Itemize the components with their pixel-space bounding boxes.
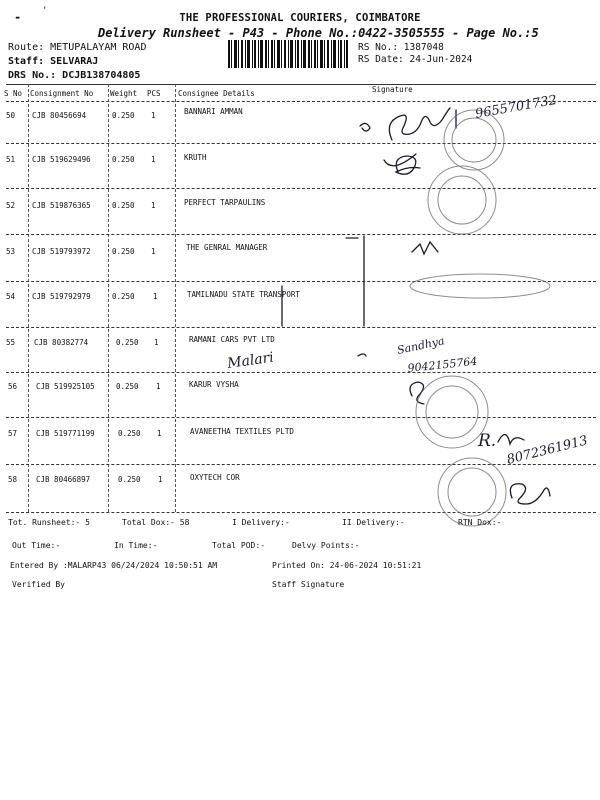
row-consignment: CJB 519792979 — [32, 292, 91, 301]
row-pcs: 1 — [157, 429, 162, 438]
row-pcs: 1 — [154, 338, 159, 347]
in-time: In Time:- — [114, 541, 158, 550]
column-separator — [175, 84, 176, 512]
row-consignment: CJB 519925105 — [36, 382, 95, 391]
row-sno: 58 — [8, 475, 18, 484]
row-pcs: 1 — [158, 475, 163, 484]
col-header-signature: Signature — [372, 85, 413, 94]
row-divider — [6, 327, 596, 328]
row-pcs: 1 — [151, 201, 156, 210]
staff-label: Staff: SELVARAJ — [8, 56, 99, 67]
row-divider — [6, 281, 596, 282]
staff-signature: Staff Signature — [272, 580, 345, 589]
entered-by: Entered By :MALARP43 06/24/2024 10:50:51 AM — [10, 561, 218, 570]
row-consignee: THE GENRAL MANAGER — [186, 243, 268, 252]
rs-number: RS No.: 1387048 — [358, 42, 444, 53]
row-divider — [6, 143, 596, 144]
runsheet-title: Delivery Runsheet - P43 - Phone No.:0422-3505555 - Page No.:5 — [98, 26, 539, 40]
column-separator — [28, 84, 29, 512]
col-header-sno: S No — [4, 89, 23, 98]
row-weight: 0.250 — [118, 429, 141, 438]
row-weight: 0.250 — [112, 111, 135, 120]
drs-number: DRS No.: DCJB138704805 — [8, 70, 141, 81]
row-sno: 56 — [8, 382, 18, 391]
row-weight: 0.250 — [116, 382, 139, 391]
row-consignee: OXYTECH COR — [190, 473, 240, 482]
row-consignee: PERFECT TARPAULINS — [184, 198, 266, 207]
row-weight: 0.250 — [112, 155, 135, 164]
row-sno: 52 — [6, 201, 16, 210]
svg-text:R.: R. — [478, 431, 497, 451]
rtn-dox: RTN Dox:- — [458, 518, 502, 527]
row-consignee: KARUR VYSHA — [189, 380, 239, 389]
row-consignee: AVANEETHA TEXTILES PLTD — [190, 427, 294, 436]
top-dash-mark: - — [14, 10, 22, 24]
row-consignment: CJB 519793972 — [32, 247, 91, 256]
top-tick-mark: ' — [42, 6, 48, 16]
total-runsheet: Tot. Runsheet:- 5 — [8, 518, 90, 527]
row-consignee: RAMANI CARS PVT LTD — [189, 335, 275, 344]
row-divider — [6, 372, 596, 373]
i-delivery: I Delivery:- — [232, 518, 290, 527]
barcode-image — [228, 40, 348, 68]
row-weight: 0.250 — [118, 475, 141, 484]
verified-by: Verified By — [12, 580, 65, 589]
row-weight: 0.250 — [112, 247, 135, 256]
table-bottom-rule — [6, 512, 596, 513]
row-sno: 53 — [6, 247, 16, 256]
row-pcs: 1 — [151, 247, 156, 256]
row-pcs: 1 — [156, 382, 161, 391]
col-header-pcs: PCS — [147, 89, 161, 98]
row-sno: 51 — [6, 155, 16, 164]
svg-text:8072361913: 8072361913 — [505, 433, 590, 468]
row-divider — [6, 234, 596, 235]
column-separator — [108, 84, 109, 512]
row-divider — [6, 464, 596, 465]
row-consignment: CJB 80382774 — [34, 338, 89, 347]
total-pod: Total POD:- — [212, 541, 265, 550]
row-pcs: 1 — [153, 292, 158, 301]
row-consignee: TAMILNADU STATE TRANSPORT — [187, 290, 300, 299]
row-weight: 0.250 — [112, 292, 135, 301]
row-consignment: CJB 519876365 — [32, 201, 91, 210]
header-bottom-rule — [6, 101, 596, 102]
svg-text:Sandhya: Sandhya — [395, 334, 446, 357]
out-time: Out Time:- — [12, 541, 61, 550]
row-divider — [6, 188, 596, 189]
svg-text:Malari: Malari — [226, 349, 275, 372]
row-pcs: 1 — [151, 155, 156, 164]
row-divider — [6, 417, 596, 418]
row-sno: 54 — [6, 292, 16, 301]
col-header-consignee: Consignee Details — [178, 89, 255, 98]
row-sno: 50 — [6, 111, 16, 120]
row-sno: 55 — [6, 338, 16, 347]
rs-date: RS Date: 24-Jun-2024 — [358, 54, 473, 65]
ii-delivery: II Delivery:- — [342, 518, 405, 527]
table-top-rule — [6, 84, 596, 85]
svg-text:9042155764: 9042155764 — [406, 354, 478, 375]
route-label: Route: METUPALAYAM ROAD — [8, 42, 147, 53]
row-consignment: CJB 519629496 — [32, 155, 91, 164]
printed-on: Printed On: 24-06-2024 10:51:21 — [272, 561, 422, 570]
row-weight: 0.250 — [116, 338, 139, 347]
row-consignee: KRUTH — [184, 153, 207, 162]
col-header-consignment: Consignment No — [30, 89, 94, 98]
row-sno: 57 — [8, 429, 18, 438]
row-pcs: 1 — [151, 111, 156, 120]
row-weight: 0.250 — [112, 201, 135, 210]
row-consignment: CJB 80456694 — [32, 111, 87, 120]
row-consignment: CJB 519771199 — [36, 429, 95, 438]
row-consignment: CJB 80466897 — [36, 475, 91, 484]
delivery-points: Delvy Points:- — [292, 541, 360, 550]
row-consignee: BANNARI AMMAN — [184, 107, 243, 116]
company-name: THE PROFESSIONAL COURIERS, COIMBATORE — [179, 12, 421, 24]
total-dox: Total Dox:- 58 — [122, 518, 190, 527]
svg-text:9655701732: 9655701732 — [474, 92, 559, 122]
col-header-weight: Weight — [110, 89, 138, 98]
